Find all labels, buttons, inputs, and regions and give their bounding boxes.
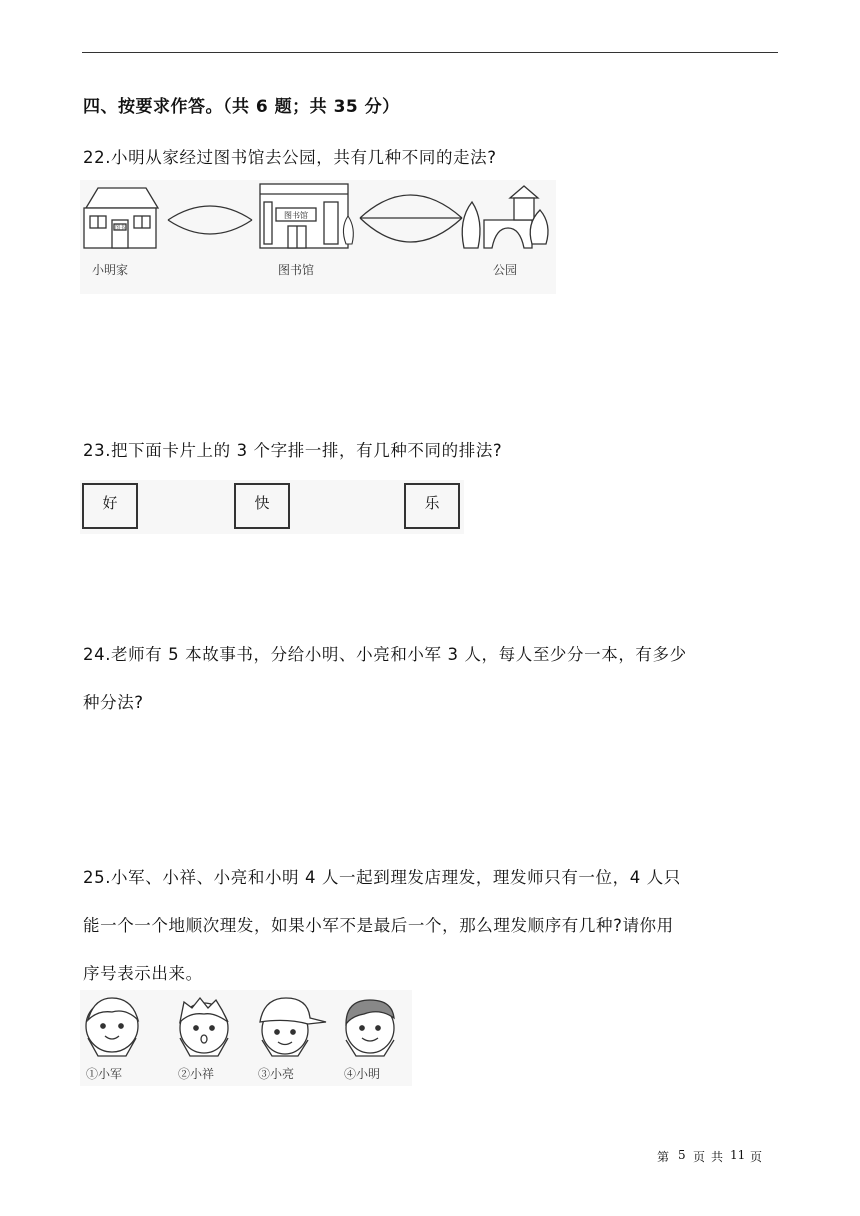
footer-total-pages: 11 (730, 1148, 746, 1162)
home-door-sign: 图书 (114, 225, 126, 231)
footer-page-unit: 页 (693, 1150, 706, 1164)
question-25-text (83, 854, 783, 998)
header-rule (82, 52, 778, 53)
footer-page-number: 5 (678, 1148, 686, 1162)
section-heading: 四、按要求作答。（共 6 题；共 35 分） (83, 97, 400, 117)
kid-label: ①小军 (86, 1067, 123, 1081)
card-label: 乐 (424, 494, 440, 512)
card-kuai (234, 483, 290, 529)
question-25-line: 序号表示出来。 (83, 964, 203, 983)
footer-total-label: 共 (711, 1150, 724, 1164)
kid-xiaoming-illustration (346, 1000, 394, 1056)
library-sign: 图书馆 (284, 211, 308, 220)
question-23-text: 23.把下面卡片上的 3 个字排一排，有几种不同的排法? (83, 441, 503, 460)
question-24-line: 24.老师有 5 本故事书，分给小明、小亮和小军 3 人，每人至少分一本，有多少 (83, 645, 687, 664)
library-label: 图书馆 (278, 263, 315, 277)
kid-label: ④小明 (344, 1067, 381, 1081)
home-label: 小明家 (92, 263, 129, 277)
card-label: 好 (102, 494, 118, 512)
route-figure (80, 180, 556, 294)
footer-page-label: 第 (657, 1150, 670, 1164)
park-label: 公园 (493, 263, 518, 277)
card-hao (82, 483, 138, 529)
question-24-text (83, 631, 783, 727)
home-illustration (84, 188, 158, 248)
kid-label: ③小亮 (258, 1067, 295, 1081)
kid-label: ②小祥 (178, 1067, 215, 1081)
question-24-line: 种分法? (83, 693, 144, 712)
footer-total-unit: 页 (750, 1150, 763, 1164)
question-25-line: 能一个一个地顺次理发，如果小军不是最后一个，那么理发顺序有几种?请你用 (83, 916, 674, 935)
question-25-line: 25.小军、小祥、小亮和小明 4 人一起到理发店理发，理发师只有一位，4 人只 (83, 868, 681, 887)
question-22-text: 22.小明从家经过图书馆去公园，共有几种不同的走法? (83, 148, 497, 167)
card-label: 快 (254, 494, 270, 512)
card-le (404, 483, 460, 529)
kid-xiaojun-illustration (86, 998, 138, 1056)
kids-figure (80, 990, 412, 1086)
